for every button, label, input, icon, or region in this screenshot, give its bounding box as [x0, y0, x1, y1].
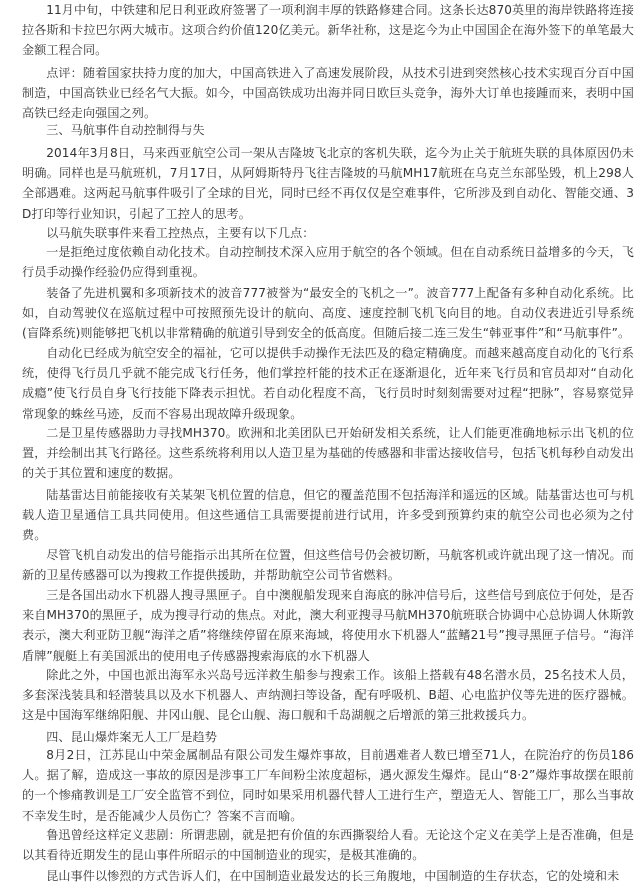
paragraph-hotspots-intro: 以马航失联事件来看工控热点，主要有以下几点：	[46, 226, 315, 240]
paragraph-ground-radar: 陆基雷达目前能接收有关某架飞机位置的信息，但它的覆盖范围不包括海洋和遥远的区域。陆基雷达也可与机载人造卫星通信工具共同使用。但这些通信工具需要提前进行试用，许多受到预算约束的航空公司也必须为之付费。	[22, 488, 634, 543]
paragraph-high-speed-rail-comment: 点评：随着国家扶持力度的加大，中国高铁进入了高速发展阶段，从技术引进到突然核心技术实现百分百中国制造，中国高铁业已经名气大振。如今，中国高铁成功出海并同日欧巨头竞争，海外大订单也接踵而来，表明中国高铁已经走向强国之列。	[22, 66, 634, 121]
paragraph-kunshan-reflection: 昆山事件以惨烈的方式告诉人们，在中国制造业最发达的长三角腹地，中国制造的生存状态，它的处境和未	[46, 869, 620, 883]
paragraph-boeing-777: 装备了先进机翼和多项新技术的波音777被誉为“最安全的飞机之一”。波音777上配备有多种自动化系统。比如，自动驾驶仪在巡航过程中可按照预先设计的航向、高度、速度控制飞机飞向目的地。自动仪表进近引导系统(盲降系统)则能够把飞机以非常精确的航道引导到安全的低高度。但随后接二连三发生“韩亚事件”和“马航事件”。	[22, 286, 634, 341]
paragraph-signal-cutoff: 尽管飞机自动发出的信号能指示出其所在位置，但这些信号仍会被切断，马航客机或许就出现了这一情况。而新的卫星传感器可以为搜救工作提供援助，并帮助航空公司节省燃料。	[22, 548, 634, 583]
paragraph-chinese-navy: 除此之外，中国也派出海军永兴岛号远洋救生船参与搜索工作。该船上搭载有48名潜水员，25名技术人员，多套深浅装具和轻潜装具以及水下机器人、声纳测扫等设备，配有呼吸机、B超、心电监护仪等先进的医疗器械。这是中国海军继绵阳舰、井冈山舰、昆仑山舰、海口舰和千岛湖舰之后增派的第三批救援兵力。	[22, 668, 634, 723]
section-heading-kunshan: 四、昆山爆炸案无人工厂是趋势	[46, 730, 217, 744]
paragraph-railway-contract: 11月中旬，中铁建和尼日利亚政府签署了一项利润丰厚的铁路修建合同。这条长达870英里的海岸铁路将连接拉各斯和卡拉巴尔两大城市。这项合约价值120亿美元。新华社称，这是迄今为止中国国企在海外签下的单笔最大金额工程合同。	[22, 3, 634, 58]
paragraph-kunshan-explosion: 8月2日，江苏昆山中荣金属制品有限公司发生爆炸事故，目前遇难者人数已增至71人，在院治疗的伤员186人。据了解，造成这一事故的原因是涉事工厂车间粉尘浓度超标，遇火源发生爆炸。昆山“8·2”爆炸事故摆在眼前的一个惨痛教训是工厂安全监管不到位，同时如果采用机器代替人工进行生产，塑造无人、智能工厂，那么当事故不幸发生时，是否能减少人员伤亡？答案不言而喻。	[22, 748, 634, 823]
paragraph-automation-safety: 自动化已经成为航空安全的福祉，它可以提供手动操作无法匹及的稳定精确度。而越来越高度自动化的飞行系统，使得飞行员几乎就不能完成飞行任务，他们掌控杆能的技术正在逐渐退化，近年来飞行员和官员却对“自动化成瘾”使飞行员自身飞行技能下降表示担忧。若自动化程度不高，飞行员时时刻刻需要对过程“把脉”，容易察觉异常现象的蛛丝马迹，反而不容易出现故障升级现象。	[22, 346, 634, 421]
section-heading-mh-automation: 三、马航事件自动控制得与失	[46, 123, 205, 137]
paragraph-automation-reliance: 一是拒绝过度依赖自动化技术。自动控制技术深入应用于航空的各个领域。但在自动系统日益增多的今天，飞行员手动操作经验仍应得到重视。	[22, 245, 634, 280]
paragraph-lu-xun-tragedy: 鲁迅曾经这样定义悲剧：所谓悲剧，就是把有价值的东西撕裂给人看。无论这个定义在美学上是否准确，但是以其看待近期发生的昆山事件所昭示的中国制造业的现实，是极其准确的。	[22, 828, 634, 863]
paragraph-satellite-sensors: 二是卫星传感器助力寻找MH370。欧洲和北美团队已开始研发相关系统，让人们能更准确地标示出飞机的位置，并绘制出其飞行路径。这些系统将利用以人造卫星为基础的传感器和非雷达接收信号，包括飞机每秒自动发出的关于其位置和速度的数据。	[22, 426, 634, 481]
paragraph-mh-incidents: 2014年3月8日，马来西亚航空公司一架从吉隆坡飞北京的客机失联，迄今为止关于航班失联的具体原因仍未明确。同样也是马航班机，7月17日，从阿姆斯特丹飞往吉隆坡的马航MH17航班在乌克兰东部坠毁，机上298人全部遇难。这两起马航事件吸引了全球的目光，同时已经不再仅仅是空难事件，它所涉及到自动化、智能交通、3D打印等行业知识，引起了工控人的思考。	[22, 146, 634, 221]
paragraph-underwater-robots: 三是各国出动水下机器人搜寻黑匣子。自中澳舰船发现来自海底的脉冲信号后，这些信号到底位于何处，是否来自MH370的黑匣子，成为搜寻行动的焦点。对此，澳大利亚搜寻马航MH370航班联合协调中心总协调人休斯敦表示，澳大利亚防卫舰“海洋之盾”将继续停留在原来海域，将使用水下机器人“蓝鳍21号”搜寻黑匣子信号。“海洋盾牌”舰艇上有美国派出的使用电子传感器搜索海底的水下机器人	[22, 588, 634, 663]
